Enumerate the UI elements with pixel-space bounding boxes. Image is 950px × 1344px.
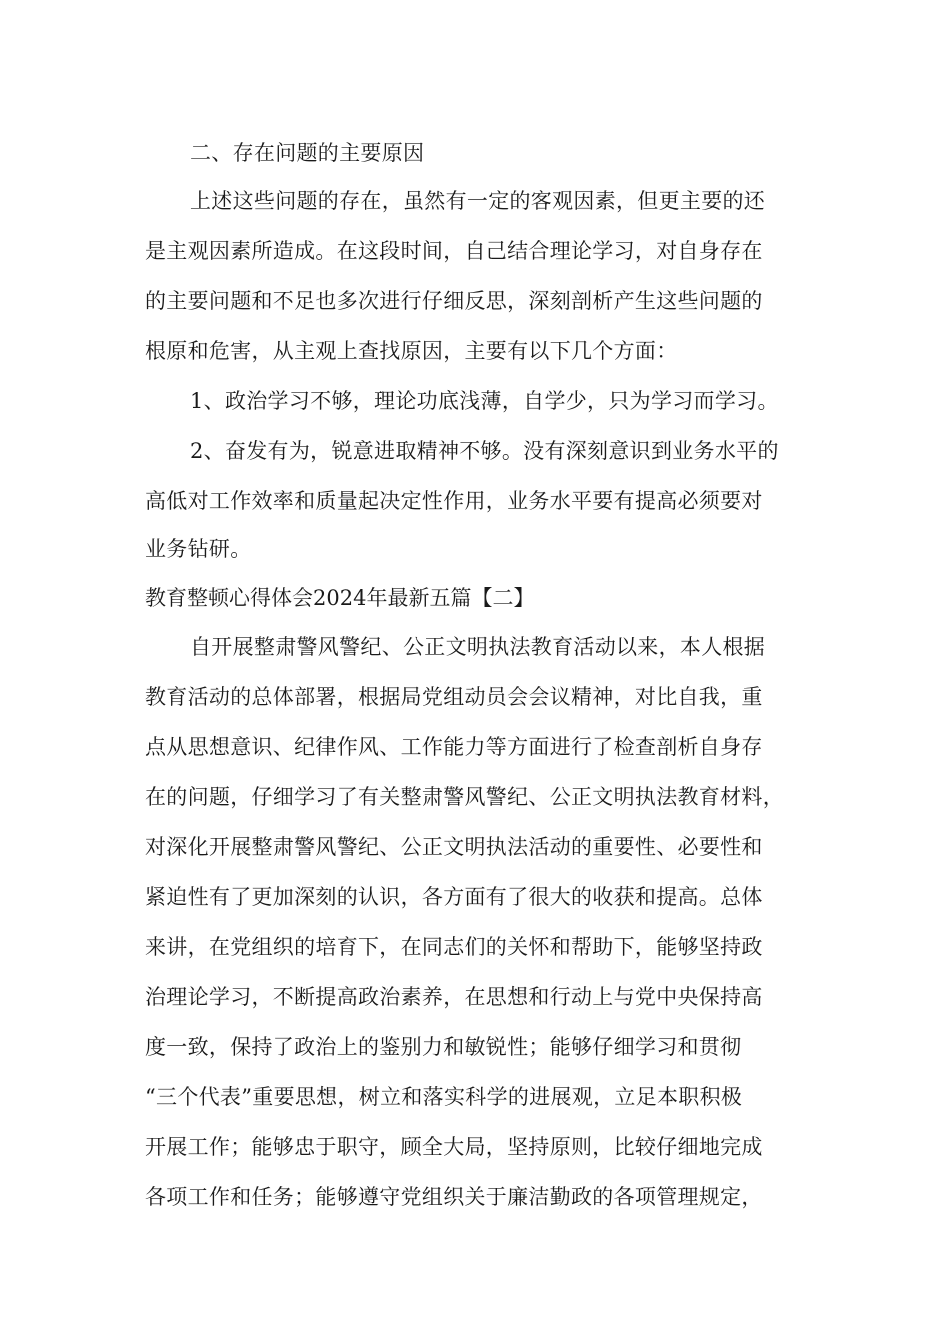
paragraph-line: 紧迫性有了更加深刻的认识，各方面有了很大的收获和提高。总体	[145, 885, 763, 909]
paragraph-line: 根原和危害，从主观上查找原因，主要有以下几个方面：	[145, 339, 678, 363]
paragraph-line: 业务钻研。	[145, 537, 252, 561]
paragraph-line: 的主要问题和不足也多次进行仔细反思，深刻剖析产生这些问题的	[145, 289, 763, 313]
article-title: 教育整顿心得体会2024年最新五篇【二】	[145, 586, 535, 610]
paragraph-line: 对深化开展整肃警风警纪、公正文明执法活动的重要性、必要性和	[145, 835, 763, 859]
paragraph-line: 开展工作；能够忠于职守，顾全大局，坚持原则，比较仔细地完成	[145, 1135, 763, 1159]
paragraph-line: 来讲，在党组织的培育下，在同志们的关怀和帮助下，能够坚持政	[145, 935, 763, 959]
paragraph-line: 自开展整肃警风警纪、公正文明执法教育活动以来，本人根据	[190, 635, 766, 659]
paragraph-line: 度一致，保持了政治上的鉴别力和敏锐性；能够仔细学习和贯彻	[145, 1035, 742, 1059]
paragraph-line: 高低对工作效率和质量起决定性作用，业务水平要有提高必须要对	[145, 489, 763, 513]
paragraph-line: 在的问题，仔细学习了有关整肃警风警纪、公正文明执法教育材料，	[145, 785, 784, 809]
list-item: 2、奋发有为，锐意进取精神不够。没有深刻意识到业务水平的	[190, 439, 779, 463]
paragraph-line: 是主观因素所造成。在这段时间，自己结合理论学习，对自身存在	[145, 239, 763, 263]
section-heading: 二、存在问题的主要原因	[190, 141, 425, 165]
paragraph-line: 各项工作和任务；能够遵守党组织关于廉洁勤政的各项管理规定，	[145, 1185, 763, 1209]
paragraph-line: 治理论学习，不断提高政治素养，在思想和行动上与党中央保持高	[145, 985, 763, 1009]
paragraph-line: 点从思想意识、纪律作风、工作能力等方面进行了检查剖析自身存	[145, 735, 763, 759]
paragraph-line: 教育活动的总体部署，根据局党组动员会会议精神，对比自我，重	[145, 685, 763, 709]
paragraph-line: 上述这些问题的存在，虽然有一定的客观因素，但更主要的还	[190, 189, 766, 213]
list-item: 1、政治学习不够，理论功底浅薄，自学少，只为学习而学习。	[190, 389, 779, 413]
paragraph-line: “三个代表”重要思想，树立和落实科学的进展观，立足本职积极	[145, 1085, 743, 1109]
